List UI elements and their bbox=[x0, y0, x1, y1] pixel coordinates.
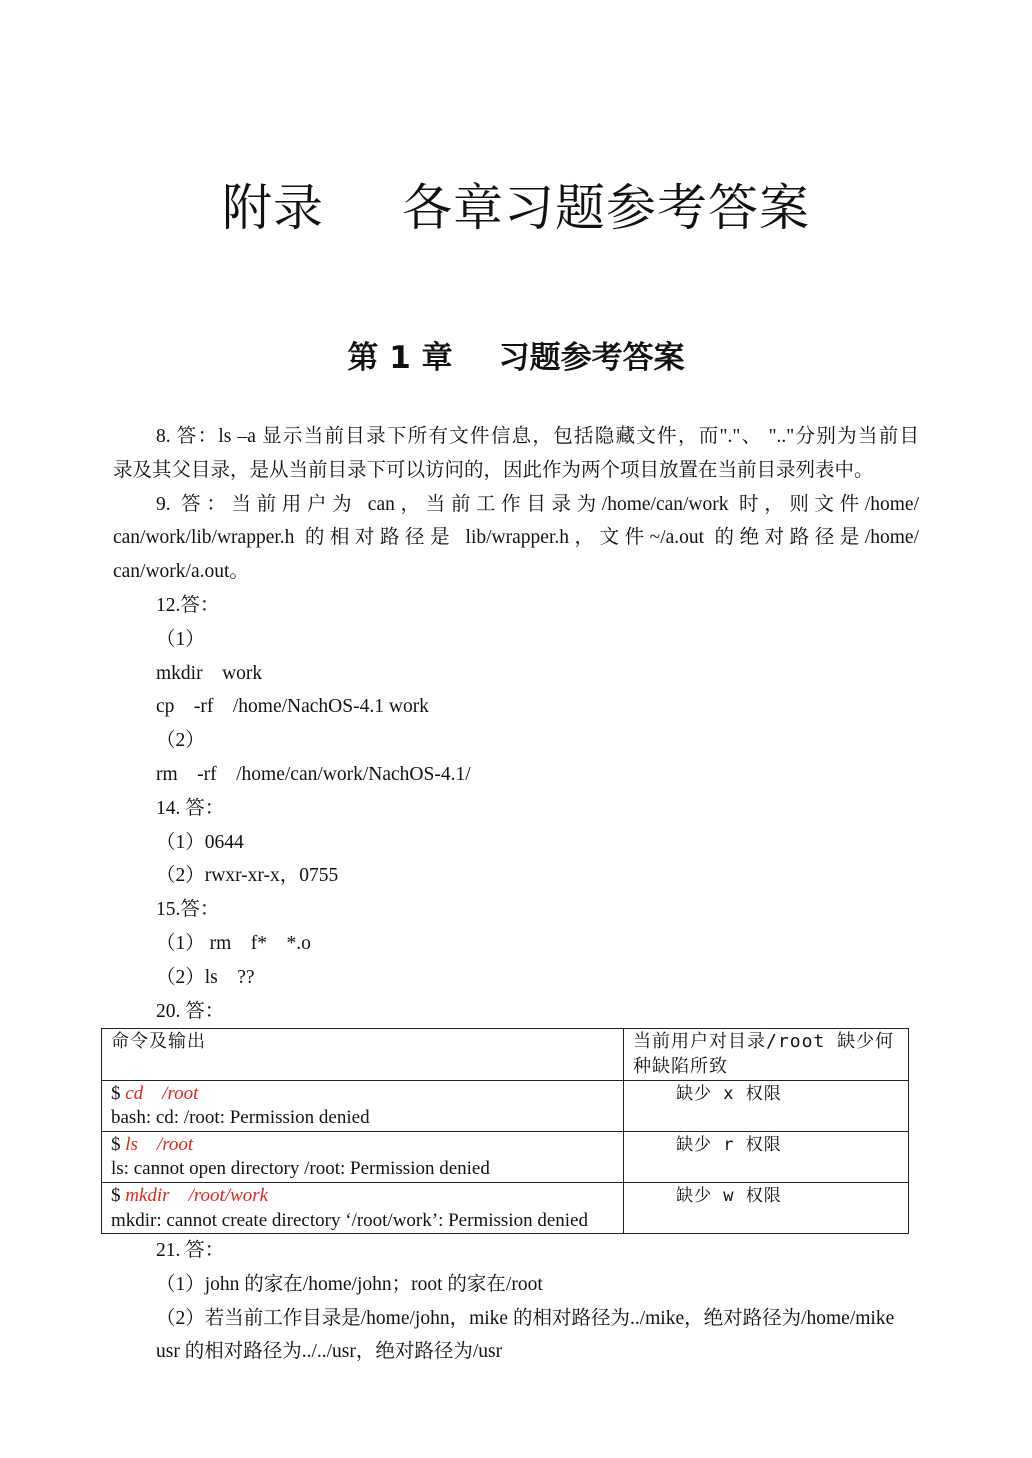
q12-cmd-rm: rm -rf /home/can/work/NachOS-4.1/ bbox=[156, 763, 471, 785]
table-cell-command bbox=[102, 1080, 624, 1131]
answers-content bbox=[113, 420, 919, 1369]
command-output: bash: cd: /root: Permission denied bbox=[111, 1107, 370, 1129]
command-output: ls: cannot open directory /root: Permission denied bbox=[111, 1158, 490, 1180]
appendix-title bbox=[0, 168, 1032, 240]
command-output: mkdir: cannot create directory ‘/root/work’: Permission denied bbox=[111, 1209, 588, 1231]
q15-label: 15.答： bbox=[156, 899, 220, 921]
prompt-symbol: $ bbox=[111, 1082, 126, 1104]
q12-cmd-mkdir: mkdir work bbox=[156, 662, 263, 684]
q12-part2: （2） bbox=[156, 730, 205, 752]
table-header-command: 命令及输出 bbox=[102, 1029, 624, 1080]
table-cell-command bbox=[102, 1131, 624, 1182]
q14-answer1: （1）0644 bbox=[156, 831, 244, 853]
q15-answer2: （2）ls ?? bbox=[156, 966, 255, 988]
appendix-title-left: 附录 bbox=[222, 179, 324, 237]
table-cell-command bbox=[102, 1182, 624, 1233]
q9-line2: can/work/lib/wrapper.h 的相对路径是 lib/wrapper.h，文件~/a.out 的绝对路径是/home/ bbox=[113, 527, 919, 549]
q9-line1: 9. 答：当前用户为 can，当前工作目录为/home/can/work 时，则文件/home/ bbox=[156, 493, 919, 515]
command-text: mkdir /root/work bbox=[125, 1184, 269, 1206]
q12-cmd-cp: cp -rf /home/NachOS-4.1 work bbox=[156, 696, 429, 718]
q9-line3: can/work/a.out。 bbox=[113, 561, 249, 583]
q20-table bbox=[101, 1028, 909, 1234]
command-text: cd /root bbox=[125, 1082, 199, 1104]
table-header-row bbox=[102, 1029, 909, 1080]
table-header-cause: 当前用户对目录/root 缺少何种缺陷所致 bbox=[624, 1029, 909, 1080]
q21-answer3: usr 的相对路径为../../usr，绝对路径为/usr bbox=[156, 1341, 503, 1363]
table-cell-cause: 缺少 x 权限 bbox=[624, 1080, 909, 1131]
table-cell-cause: 缺少 r 权限 bbox=[624, 1131, 909, 1182]
q8-line2: 录及其父目录，是从当前目录下可以访问的，因此作为两个项目放置在当前目录列表中。 bbox=[113, 459, 874, 481]
prompt-symbol: $ bbox=[111, 1184, 126, 1206]
q20-label: 20. 答： bbox=[156, 1000, 225, 1022]
appendix-title-right: 各章习题参考答案 bbox=[402, 179, 810, 237]
chapter-title bbox=[0, 332, 1032, 377]
q8-line1: 8. 答：ls –a 显示当前目录下所有文件信息，包括隐藏文件，而"."、 ".."分别为当前目 bbox=[156, 426, 919, 447]
q12-part1: （1） bbox=[156, 628, 205, 650]
table-row bbox=[102, 1182, 909, 1233]
table-row bbox=[102, 1080, 909, 1131]
q21-answer2: （2）若当前工作目录是/home/john，mike 的相对路径为../mike，绝对路径为/home/mike bbox=[156, 1307, 895, 1329]
q21-answer1: （1）john 的家在/home/john；root 的家在/root bbox=[156, 1273, 543, 1295]
q12-label: 12.答： bbox=[156, 594, 220, 616]
prompt-symbol: $ bbox=[111, 1133, 126, 1155]
chapter-title-right: 习题参考答案 bbox=[498, 340, 685, 376]
chapter-title-left: 第 1 章 bbox=[347, 340, 453, 376]
q15-answer1: （1） rm f* *.o bbox=[156, 932, 311, 954]
table-cell-cause: 缺少 w 权限 bbox=[624, 1182, 909, 1233]
table-row bbox=[102, 1131, 909, 1182]
q14-label: 14. 答： bbox=[156, 797, 225, 819]
q14-answer2: （2）rwxr-xr-x，0755 bbox=[156, 865, 339, 887]
q21-label: 21. 答： bbox=[156, 1240, 225, 1262]
command-text: ls /root bbox=[125, 1133, 194, 1155]
